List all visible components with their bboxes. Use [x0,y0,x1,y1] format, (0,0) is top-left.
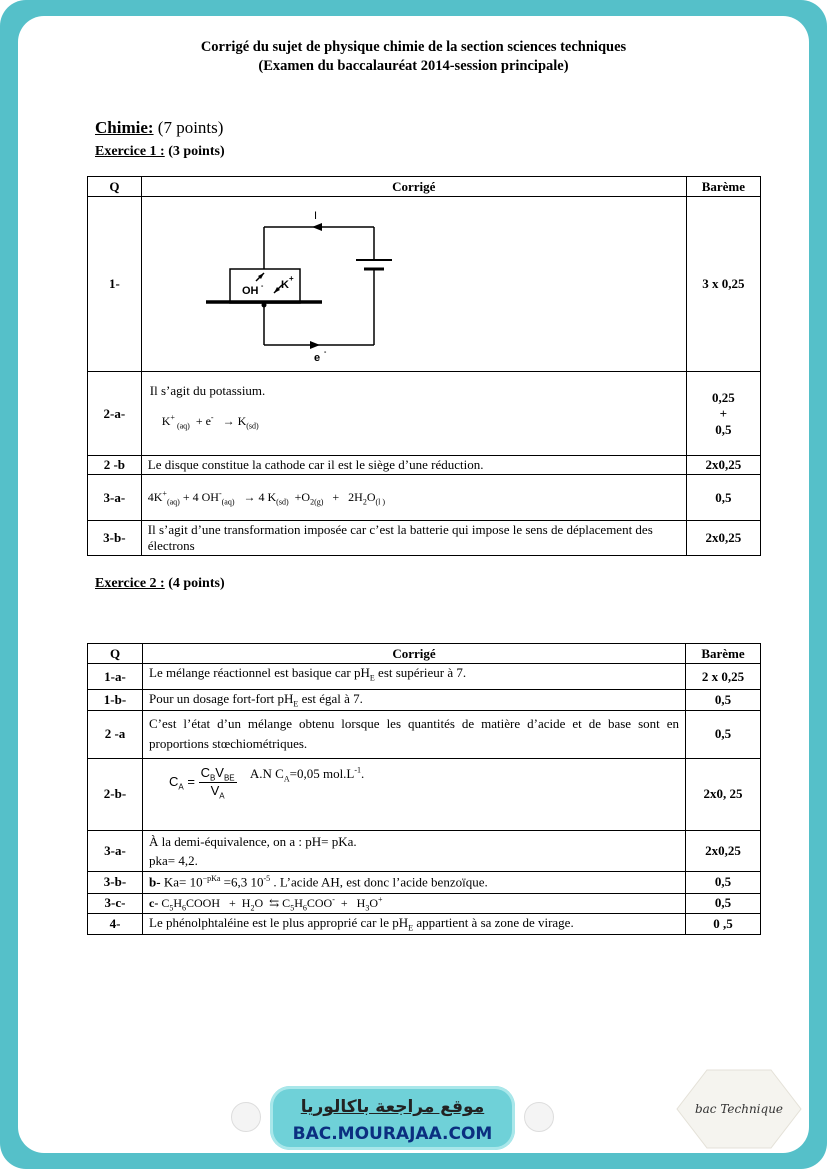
chimie-label: Chimie: [95,118,154,137]
header-corrige: Corrigé [143,644,686,664]
answer-label: c- [149,895,159,910]
current-label: I [313,210,317,222]
answer-cell [143,830,686,871]
electron-arrowhead [310,341,320,349]
site-logo-icon [524,1102,554,1132]
answer-text: Il s’agit du potassium. [149,382,266,398]
exercise-2-table [87,643,761,935]
table-header-row [88,177,761,197]
ka-label: Ka= [160,874,190,890]
table-row [88,710,761,758]
connection-dot [261,303,266,308]
answer-cell: Pour un dosage fort-fort $pH_E$ est égal à 7. [143,690,686,711]
question-number: 2-a- [88,372,142,456]
bareme-value: 2x0,25 [686,521,760,556]
numerical-application: A.N $C_A=0,05$ $mol.L^{-1}$. [249,765,365,784]
question-number: 4- [88,913,143,934]
question-number: 3-a- [88,475,142,521]
an-label: A.N C [249,765,284,781]
table-row [88,871,761,893]
header-q: Q [88,177,142,197]
table-row [88,197,761,372]
exercise-1-table [87,176,761,556]
answer-line: À la demi-équivalence, on a : pH= pKa. [149,833,357,849]
bareme-value: 0,5 [715,421,732,437]
table-row [88,475,761,521]
bareme-value: 0,25 [712,389,735,405]
table-row [88,372,761,456]
site-logo-icon [231,1102,261,1132]
footer-arabic-title[interactable]: موقع مراجعة باكالوريا [300,1097,485,1117]
answer-label: b- [149,874,161,890]
answer-text: Le disque constitue la cathode car il est le siège d’une réduction. [141,456,686,475]
header-bareme: Barème [686,177,760,197]
bareme-value: 2x0,25 [686,456,760,475]
answer-text: Pour un dosage fort-fort pH [149,691,294,706]
question-number: 2-b- [88,758,143,830]
exercise-2-points: (4 points) [168,576,225,591]
bareme-value: 0,5 [686,690,761,711]
exercise-1-points: (3 points) [168,144,225,159]
answer-cell: b- $Ka= 10^{-pKa} =6,3$ $10^{-5}$ . L’acide AH, est donc l’acide benzoïque. [143,871,686,893]
bareme-value: 2 x 0,25 [686,664,761,690]
question-number: 1-b- [88,690,143,711]
oh-ion-label: OH [241,285,259,297]
chimie-points: (7 points) [157,118,224,137]
answer-text: C’est l’état d’un mélange obtenu lorsque les quantités de matière d’acide et de base sont en proportions stœchiométriques. [143,710,686,758]
svg-text:-: - [260,283,264,290]
answer-text-end: est égal à 7. [298,691,363,706]
question-number: 1-a- [88,664,143,690]
table-row [88,758,761,830]
question-number: 2 -b [88,456,142,475]
answer-text: Le phénolphtaléine est le plus approprié car le pH [149,914,409,930]
answer-cell: Le mélange réactionnel est basique car $pH_E$ est supérieur à 7. [143,664,686,690]
bareme-value: 0,5 [686,475,760,521]
answer-cell: Le phénolphtaléine est le plus approprié car le $pH_E$ appartient à sa zone de virage. [143,913,686,934]
header-q: Q [88,644,143,664]
exercise-1-label: Exercice 1 : [95,144,165,159]
question-number: 3-b- [88,871,143,893]
bareme-value: 2x0,25 [686,830,761,871]
electron-label: e [313,352,320,364]
answer-text: . L’acide AH, est donc l’acide benzoïque. [270,874,488,890]
answer-text: Il s’agit d’une transformation imposée car c’est la batterie qui impose le sens de déplacement des électrons [141,521,686,556]
table-row [88,690,761,711]
circuit-diagram-cell [141,197,686,372]
svg-text:-: - [323,349,327,356]
question-number: 3-b- [88,521,142,556]
bareme-value: 0,5 [686,893,761,913]
table-row [88,521,761,556]
bareme-value: 0 ,5 [686,913,761,934]
bareme-plus: + [719,405,728,421]
concentration-formula: $C_A$ = $C_BV_{BE}$ $V_A$ [169,764,235,801]
answer-text-end: appartient à sa zone de virage. [413,914,574,930]
answer-cell [143,758,686,830]
table-row [88,664,761,690]
table-row [88,456,761,475]
bareme-value: 3 x 0,25 [686,197,760,372]
answer-text-end: est supérieur à 7. [374,665,467,680]
ka-value: =6,3 10 [220,874,264,890]
table-row [88,830,761,871]
global-equation: $4K^+_{(aq)} + 4$ $OH^-_{(aq)} \to 4$ $K_{(sd)} +O_{2(g)} + 2H_2O_{(l )}$ [141,475,686,521]
table-header-row [88,644,761,664]
answer-line: pka= 4,2. [149,852,198,868]
svg-text:+: + [288,274,294,283]
footer-site-link[interactable]: BAC.MOURAJAA.COM [292,1124,493,1144]
bareme-value: 0,5 [686,710,761,758]
question-number: 3-c- [88,893,143,913]
bac-technique-label: bac Technique [694,1102,784,1116]
table-row [88,893,761,913]
k-ion-label: K [280,279,289,291]
question-number: 1- [88,197,142,372]
answer-cell: c- $C_5H_6COOH + H_2O$ ⇆ $C_5H_6COO^- + H_3O^+$ [143,893,686,913]
answer-text: Le mélange réactionnel est basique car pH [149,665,370,680]
an-value: =0,05 mol.L [289,765,355,781]
bareme-value: 2x0, 25 [686,758,761,830]
exercise-1-title [95,144,225,160]
bareme-value: 0,5 [686,871,761,893]
header-corrige: Corrigé [141,177,686,197]
reduction-equation: K+ $_{(aq)} + e^- \to K_{(sd)}$ [161,412,259,431]
bareme-cell [686,372,760,456]
header-bareme: Barème [686,644,761,664]
exercise-2-title [95,576,225,592]
document-header [0,38,827,76]
header-line-2: (Examen du baccalauréat 2014-session principale) [258,58,569,74]
header-line-1: Corrigé du sujet de physique chimie de la section sciences techniques [200,39,627,55]
table-row [88,913,761,934]
electrolysis-circuit-diagram [142,197,686,367]
answer-cell [141,372,686,456]
question-number: 3-a- [88,830,143,871]
chimie-title [95,118,223,138]
question-number: 2 -a [88,710,143,758]
current-arrowhead [312,223,322,231]
exercise-2-label: Exercice 2 : [95,576,165,591]
